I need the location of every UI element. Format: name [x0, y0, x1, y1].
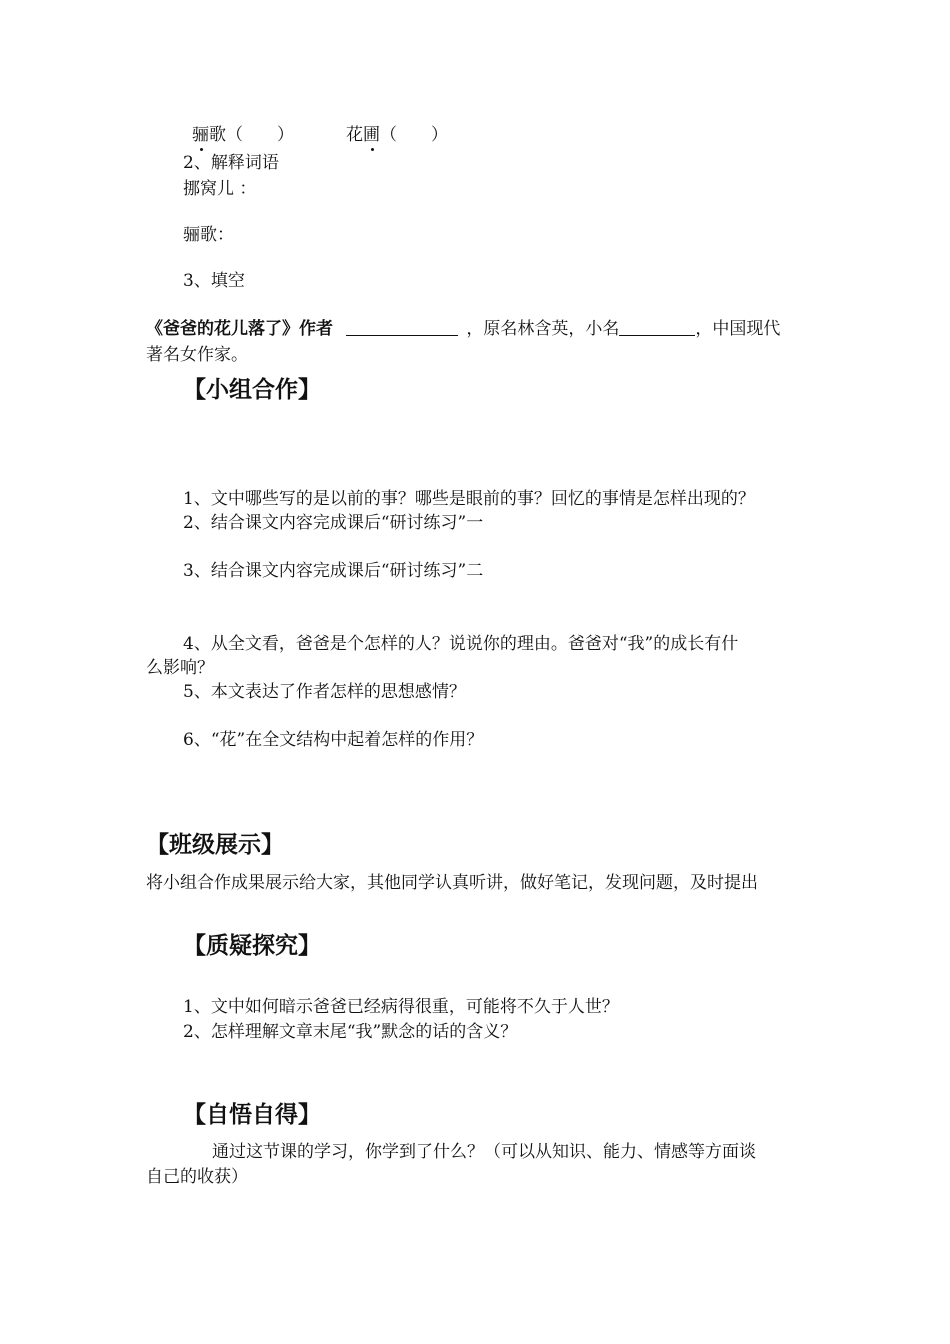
pinyin-item-ligee [192, 124, 294, 146]
fill-in-line-2: 著名女作家。 [146, 345, 248, 365]
heading-self-reflection: 【自悟自得】 [183, 1102, 321, 1128]
section-title-explain: 2、解释词语 [183, 153, 279, 173]
term-nuowoer: 挪窝儿 ： [183, 179, 257, 199]
fill-in-mid: ，原名林含英，小名 [466, 319, 620, 339]
pinyin-blank: 歌（ ） [209, 125, 294, 145]
pinyin-item-huapu [346, 124, 448, 146]
term-lige: 骊歌： [183, 225, 234, 245]
inquiry-question-1: 1、文中如何暗示爸爸已经病得很重，可能将不久于人世？ [183, 997, 619, 1017]
self-reflection-line1: 通过这节课的学习，你学到了什么？（可以从知识、能力、情感等方面谈 [212, 1142, 756, 1162]
self-reflection-line2: 自己的收获） [146, 1167, 248, 1187]
author-blank[interactable] [346, 319, 458, 336]
fill-in-line [146, 318, 780, 340]
group-question-1: 1、文中哪些写的是以前的事？哪些是眼前的事？回忆的事情是怎样出现的？ [183, 489, 755, 509]
heading-group-work: 【小组合作】 [183, 377, 321, 403]
group-question-5: 5、本文表达了作者怎样的思想感情？ [183, 682, 466, 702]
pinyin-blank: （ ） [380, 125, 448, 145]
section-title-fill: 3、填空 [183, 271, 245, 291]
dotted-char: 圃 [363, 125, 380, 145]
plain-char: 花 [346, 125, 363, 145]
heading-inquiry: 【质疑探究】 [183, 933, 321, 959]
fill-in-lead: 《爸爸的花儿落了》作者 [146, 319, 333, 339]
inquiry-question-2: 2、怎样理解文章末尾“我”默念的话的含义？ [183, 1022, 518, 1042]
group-question-4-line2: 么影响？ [146, 658, 214, 678]
dotted-char: 骊 [192, 125, 209, 145]
group-question-6: 6、“花”在全文结构中起着怎样的作用？ [183, 730, 484, 750]
class-show-text: 将小组合作成果展示给大家，其他同学认真听讲，做好笔记，发现问题，及时提出 [146, 873, 758, 893]
group-question-4-line1: 4、从全文看，爸爸是个怎样的人？说说你的理由。爸爸对“我”的成长有什 [183, 634, 739, 654]
nickname-blank[interactable] [619, 319, 695, 336]
heading-class-show: 【班级展示】 [146, 832, 284, 858]
group-question-3: 3、结合课文内容完成课后“研讨练习”二 [183, 561, 484, 581]
fill-in-tail: ，中国现代 [695, 319, 781, 339]
group-question-2: 2、结合课文内容完成课后“研讨练习”一 [183, 513, 484, 533]
